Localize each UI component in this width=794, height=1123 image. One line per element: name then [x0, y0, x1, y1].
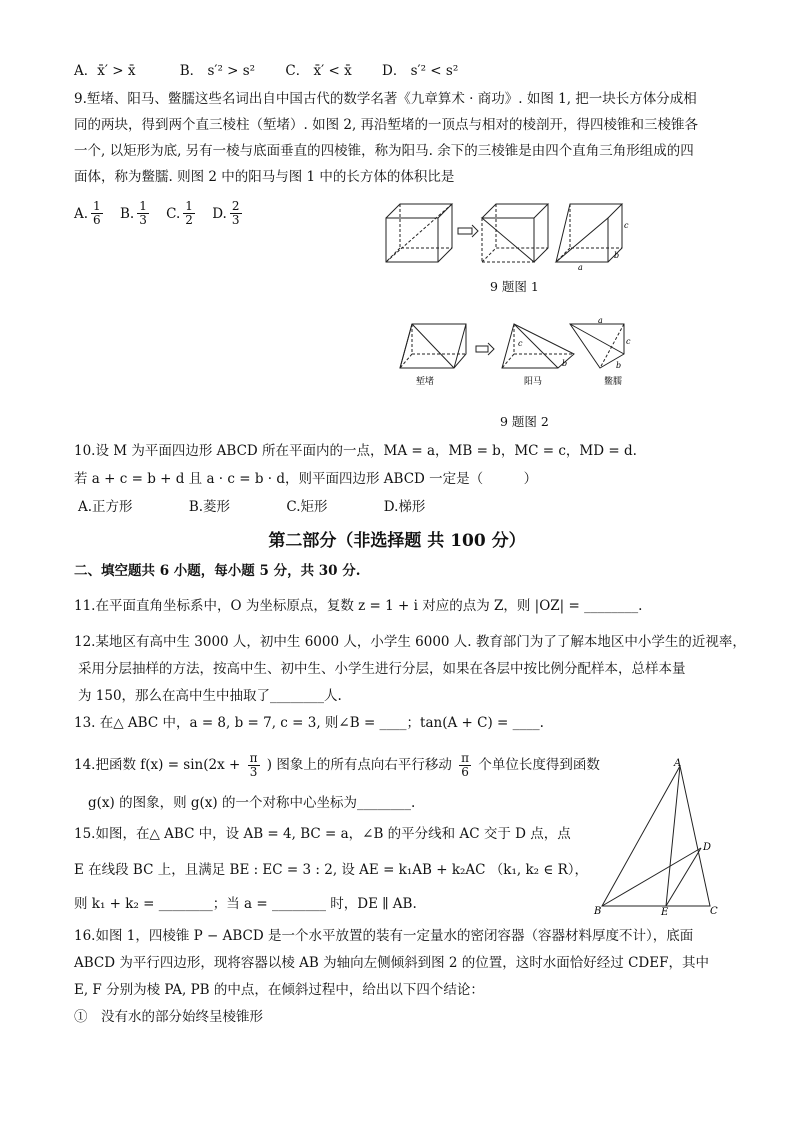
q12-line1: 12.某地区有高中生 3000 人，初中生 6000 人，小学生 6000 人. 教育部门为了了解本地区中小学生的近视率， — [74, 634, 746, 650]
q10-option-b: B.菱形 — [188, 499, 231, 515]
fig2-label-c2: c — [626, 337, 631, 346]
q9-line3: 一个, 以矩形为底, 另有一棱与底面垂直的四棱锥，称为阳马. 余下的三棱锥是由四个直角三角形组成的四 — [74, 143, 694, 159]
section-2-title: 第二部分（非选择题 共 100 分） — [268, 531, 526, 551]
q16-line1: 16.如图 1，四棱锥 P − ABCD 是一个水平放置的装有一定量水的密闭容器（容器材料厚度不计），底面 — [74, 928, 694, 944]
q16-line2: ABCD 为平行四边形，现将容器以棱 AB 为轴向左侧倾斜到图 2 的位置，这时水面恰好经过 CDEF，其中 — [74, 955, 709, 971]
q9-option-b-fraction: $\frac{1}{3}$ — [139, 199, 147, 227]
q15-line3: 则 k₁ + k₂ = ________；当 a = ________ 时，DE ∥ AB. — [74, 896, 417, 912]
q8-options — [74, 61, 458, 81]
q15-triangle-figure — [588, 756, 728, 916]
q9-option-a: A. $\frac{1}{6}$ — [74, 199, 101, 227]
q9-option-d: D. $\frac{2}{3}$ — [212, 199, 240, 227]
q9-option-b: B. $\frac{1}{3}$ — [119, 199, 147, 227]
bisector-bd — [602, 848, 701, 906]
q10-line1: 10.设 M 为平面四边形 ABCD 所在平面内的一点，MA = a，MB = b，MC = c，MD = d. — [74, 443, 637, 459]
fig2-label-bienao: 鳖臑 — [604, 377, 623, 387]
prism1-front — [482, 218, 534, 262]
q13-text: 13. 在△ ABC 中，a = 8, b = 7, c = 3, 则∠B = ____；tan(A + C) = ____. — [74, 715, 544, 731]
arrow-1 — [458, 228, 472, 234]
q9-figure-2-caption: 9 题图 2 — [500, 414, 549, 429]
q9-option-d-fraction: $\frac{2}{3}$ — [231, 199, 240, 227]
q9-line2: 同的两块，得到两个直三棱柱（堑堵）. 如图 2, 再沿堑堵的一顶点与相对的棱剖开，得四棱锥和三棱锥各 — [74, 117, 699, 133]
q10-option-a: A.正方形 — [78, 499, 133, 515]
q8-option-d: D． s′² < s² — [382, 63, 459, 79]
q16-line3: E, F 分别为棱 PA, PB 的中点，在倾斜过程中，给出以下四个结论： — [74, 982, 484, 998]
cube1-top — [386, 204, 452, 218]
section-2-intro: 二、填空题共 6 小题，每小题 5 分，共 30 分. — [74, 563, 361, 579]
fig1-label-a: a — [578, 263, 583, 270]
point-d-label: D — [703, 842, 712, 853]
point-a-label: A — [674, 758, 682, 769]
q10-line2: 若 a + c = b + d 且 a · c = b · d，则平面四边形 ABCD 一定是（ ） — [74, 471, 538, 487]
fig2-label-qiandu: 堑堵 — [416, 377, 435, 387]
q11-text: 11.在平面直角坐标系中，O 为坐标原点，复数 z = 1 + i 对应的点为 Z，则 |OZ| = ________. — [74, 598, 643, 614]
fig2-label-a: a — [598, 316, 603, 325]
q9-options — [74, 200, 255, 227]
point-b-label: B — [594, 906, 602, 916]
q12-line2: 采用分层抽样的方法，按高中生、初中生、小学生进行分层，如果在各层中按比例分配样本，总样本量 — [78, 661, 686, 677]
prism2-front — [556, 218, 608, 262]
fig1-label-c: c — [624, 221, 629, 230]
fig2-label-b2: b — [616, 361, 622, 370]
q14-line2: g(x) 的图象，则 g(x) 的一个对称中心坐标为________. — [88, 795, 416, 811]
point-e-label: E — [661, 907, 669, 916]
arrow-2 — [476, 346, 488, 352]
fig2-label-b: b — [562, 359, 568, 368]
q15-line2: E 在线段 BC 上，且满足 BE : EC = 3 : 2, 设 AE = k₁AB + k₂AC （k₁, k₂ ∈ R）， — [74, 862, 589, 878]
q14-text-b: ) 图象上的所有点向右平行移动 — [266, 757, 452, 773]
fig2-label-yangma: 阳马 — [524, 377, 543, 387]
q10-options — [78, 497, 425, 517]
q15-line1: 15.如图，在△ ABC 中，设 AB = 4, BC = a，∠B 的平分线和 AC 交于 D 点，点 — [74, 826, 571, 842]
cube1-cut — [386, 204, 452, 262]
q10-option-d: D.梯形 — [383, 499, 426, 515]
q9-figure-2 — [390, 316, 650, 388]
prism1-side — [534, 204, 548, 262]
q8-option-a: A．x̄′ > x̄ — [74, 63, 136, 79]
cube1-side — [438, 204, 452, 262]
fig1-label-b: b — [614, 251, 620, 260]
prism1-top — [482, 204, 548, 218]
q9-line4: 面体，称为鳖臑. 则图 2 中的阳马与图 1 中的长方体的体积比是 — [74, 169, 455, 185]
q12-line3: 为 150，那么在高中生中抽取了________人. — [78, 688, 342, 704]
q10-option-c: C.矩形 — [286, 499, 328, 515]
q9-option-c: C. $\frac{1}{2}$ — [166, 199, 193, 227]
q14-text-a: 14.把函数 f(x) = sin(2x + — [74, 757, 241, 773]
q16-item1: ① 没有水的部分始终呈棱锥形 — [74, 1009, 263, 1025]
point-c-label: C — [710, 906, 718, 916]
q8-option-c: C． x̄′ < x̄ — [285, 63, 352, 79]
q8-option-b: B． s′² > s² — [179, 63, 256, 79]
q9-line1: 9.堑堵、阳马、鳖臑这些名词出自中国古代的数学名著《九章算术 · 商功》. 如图 1, 把一块长方体分成相 — [74, 91, 697, 107]
q14-text-c: 个单位长度得到函数 — [478, 757, 600, 773]
q9-figure-1-caption: 9 题图 1 — [490, 279, 539, 294]
fig2-label-c: c — [518, 339, 523, 348]
q9-option-a-fraction: $\frac{1}{6}$ — [93, 199, 101, 227]
q14-fraction-pi-6: $\frac{\pi}{6}$ — [461, 751, 470, 779]
triangle-abc — [602, 766, 710, 906]
q14-fraction-pi-3: $\frac{\pi}{3}$ — [249, 751, 258, 779]
q9-option-c-fraction: $\frac{1}{2}$ — [185, 199, 193, 227]
q14-line1 — [74, 752, 600, 779]
q9-figure-1 — [378, 198, 648, 270]
